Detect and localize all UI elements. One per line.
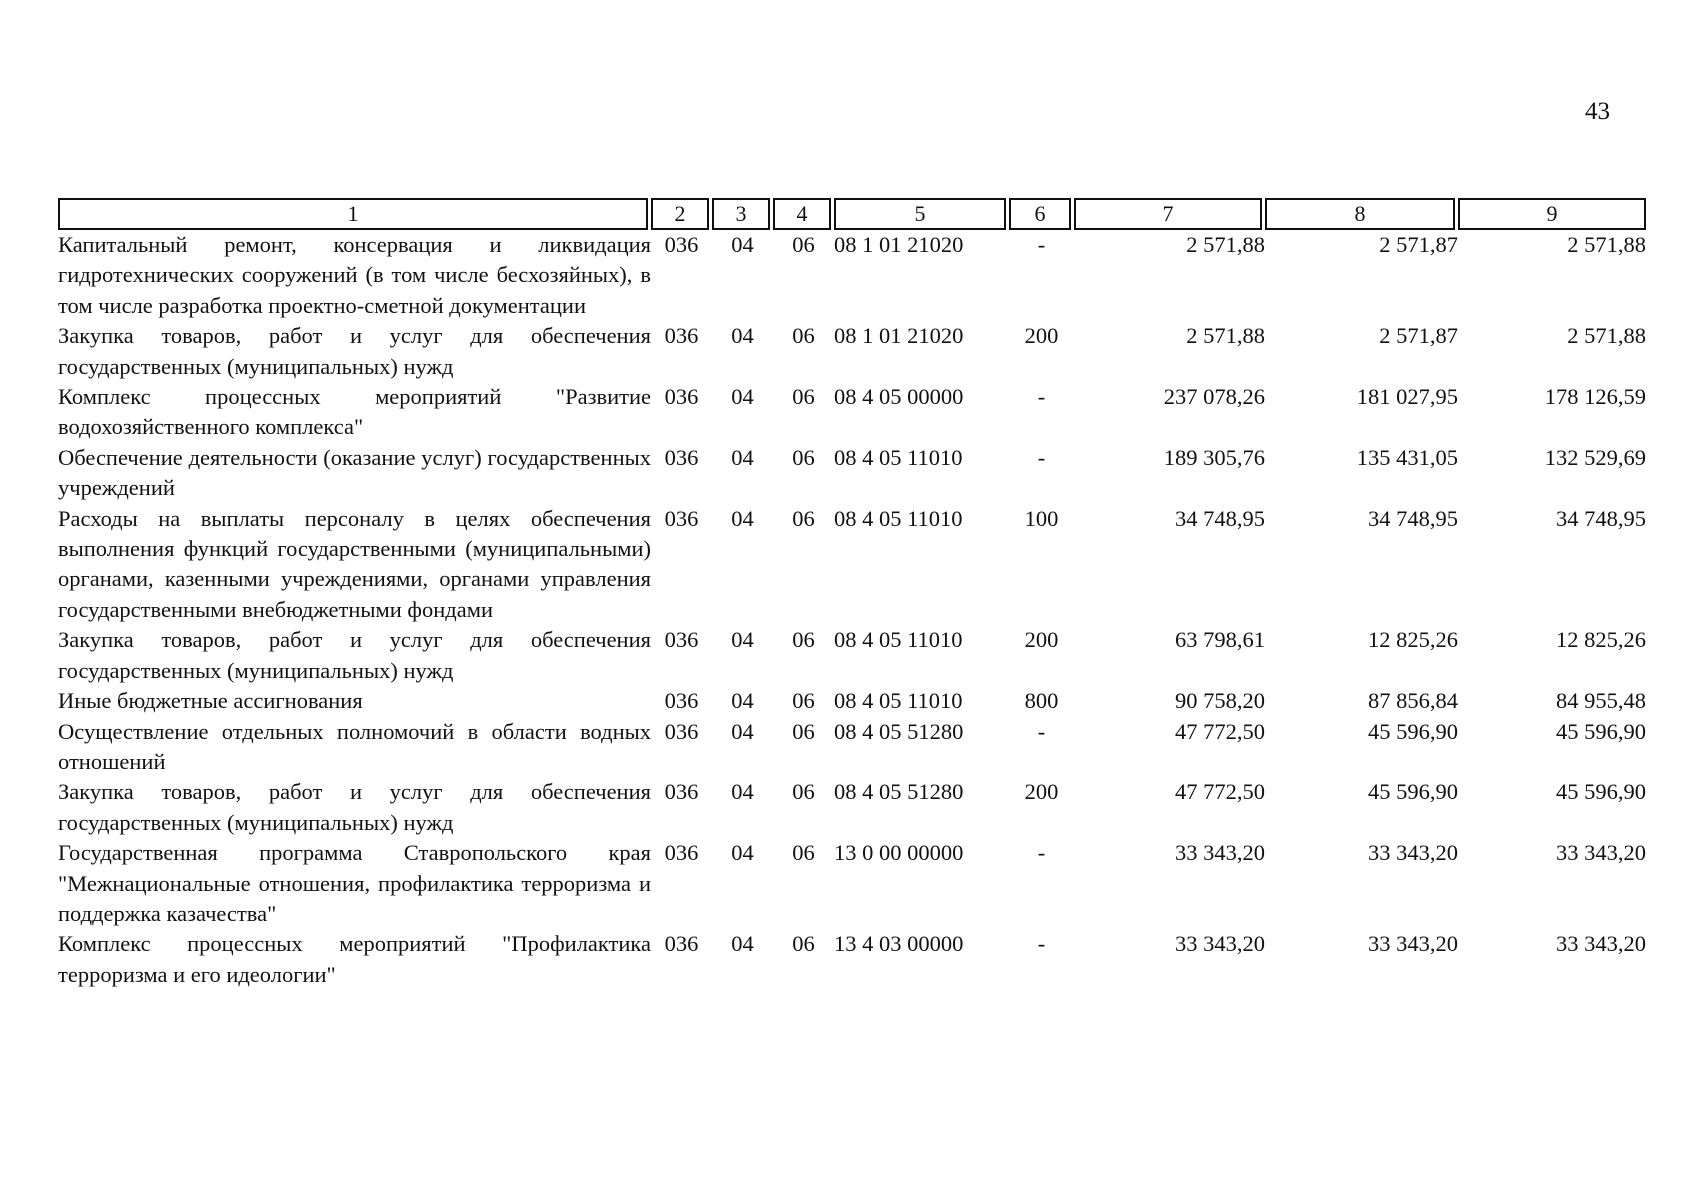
cell-c9: 178 126,59	[1544, 384, 1646, 410]
cell-c4: 06	[792, 505, 815, 531]
cell-c7: 237 078,26	[1163, 384, 1265, 410]
cell-name: Иные бюджетные ассигнования	[58, 688, 363, 714]
cell-c8: 87 856,84	[1368, 688, 1458, 714]
cell-c6: -	[1037, 384, 1046, 410]
cell-c4: 06	[792, 840, 815, 866]
cell-c6: 800	[1024, 688, 1059, 714]
cell-c2: 036	[664, 323, 699, 349]
cell-c7: 33 343,20	[1175, 931, 1265, 957]
table-row	[58, 625, 1646, 686]
cell-c4: 06	[792, 688, 815, 714]
table-row	[58, 777, 1646, 838]
cell-c7: 2 571,88	[1186, 232, 1265, 257]
cell-c6: 200	[1024, 323, 1059, 349]
cell-c3: 04	[731, 840, 754, 866]
cell-c3: 04	[731, 444, 754, 470]
cell-c5: 08 4 05 11010	[834, 444, 963, 470]
header-col-8: 8	[1265, 198, 1455, 230]
budget-table	[58, 230, 1646, 990]
table-header	[58, 198, 1646, 230]
cell-c4: 06	[792, 232, 815, 257]
cell-name: Капитальный ремонт, консервация и ликвидация гидротехнических сооружений (в том числе бесхозяйных), в том числе разработка проектно-сметной документации	[58, 232, 651, 318]
cell-name: Расходы на выплаты персоналу в целях обеспечения выполнения функций государственными (муниципальными) органами, казенными учреждениями, органами управления государственными внебюджетными фондами	[58, 505, 651, 622]
cell-c4: 06	[792, 718, 815, 744]
cell-c2: 036	[664, 840, 699, 866]
cell-c5: 08 4 05 11010	[834, 505, 963, 531]
cell-c2: 036	[664, 627, 699, 653]
cell-c5: 13 0 00 00000	[834, 840, 964, 866]
cell-c3: 04	[731, 779, 754, 805]
cell-c8: 45 596,90	[1368, 779, 1458, 805]
cell-c8: 181 027,95	[1356, 384, 1458, 410]
cell-c6: -	[1037, 931, 1046, 957]
cell-name: Осуществление отдельных полномочий в области водных отношений	[58, 718, 651, 774]
cell-c4: 06	[792, 931, 815, 957]
table-row	[58, 686, 1646, 716]
page-number: 43	[1585, 98, 1610, 125]
cell-c7: 47 772,50	[1175, 718, 1265, 744]
cell-c3: 04	[731, 505, 754, 531]
cell-c6: -	[1037, 232, 1046, 257]
cell-c5: 08 1 01 21020	[834, 232, 964, 257]
cell-c8: 33 343,20	[1368, 931, 1458, 957]
cell-c2: 036	[664, 232, 699, 257]
cell-c7: 2 571,88	[1186, 323, 1265, 349]
cell-c8: 135 431,05	[1356, 444, 1458, 470]
cell-name: Закупка товаров, работ и услуг для обеспечения государственных (муниципальных) нужд	[58, 627, 651, 683]
cell-c8: 2 571,87	[1379, 232, 1458, 257]
table-row	[58, 382, 1646, 443]
header-col-6: 6	[1009, 198, 1071, 230]
cell-c5: 08 4 05 11010	[834, 627, 963, 653]
cell-name: Обеспечение деятельности (оказание услуг) государственных учреждений	[58, 444, 651, 501]
cell-c7: 34 748,95	[1175, 505, 1265, 531]
cell-c4: 06	[792, 627, 815, 653]
cell-c9: 2 571,88	[1567, 323, 1646, 349]
cell-c2: 036	[664, 384, 699, 410]
cell-name: Государственная программа Ставропольского края "Межнациональные отношения, профилактика терроризма и поддержка казачества"	[58, 840, 651, 926]
cell-c6: 200	[1024, 627, 1059, 653]
cell-c2: 036	[664, 779, 699, 805]
header-col-2: 2	[651, 198, 709, 230]
cell-c2: 036	[664, 931, 699, 957]
table-row	[58, 838, 1646, 929]
cell-c2: 036	[664, 718, 699, 744]
cell-c5: 08 4 05 51280	[834, 779, 964, 805]
cell-c6: -	[1037, 840, 1046, 866]
table-row	[58, 929, 1646, 990]
cell-c9: 45 596,90	[1556, 718, 1646, 744]
header-col-9: 9	[1458, 198, 1646, 230]
header-col-4: 4	[773, 198, 831, 230]
cell-c8: 12 825,26	[1368, 627, 1458, 653]
table-row	[58, 717, 1646, 778]
cell-c5: 08 1 01 21020	[834, 323, 964, 349]
cell-c3: 04	[731, 931, 754, 957]
cell-c9: 12 825,26	[1556, 627, 1646, 653]
cell-c8: 33 343,20	[1368, 840, 1458, 866]
cell-c9: 34 748,95	[1556, 505, 1646, 531]
cell-c5: 08 4 05 00000	[834, 384, 964, 410]
cell-c6: 200	[1024, 779, 1059, 805]
cell-c6: 100	[1024, 505, 1059, 531]
cell-c3: 04	[731, 323, 754, 349]
header-col-5: 5	[834, 198, 1006, 230]
cell-c8: 2 571,87	[1379, 323, 1458, 349]
cell-c2: 036	[664, 688, 699, 714]
cell-c7: 47 772,50	[1175, 779, 1265, 805]
cell-c5: 08 4 05 11010	[834, 688, 963, 714]
cell-c3: 04	[731, 718, 754, 744]
cell-c3: 04	[731, 384, 754, 410]
table-row	[58, 504, 1646, 626]
cell-name: Комплекс процессных мероприятий "Развитие водохозяйственного комплекса"	[58, 384, 651, 440]
cell-c7: 189 305,76	[1163, 444, 1265, 470]
cell-c3: 04	[731, 688, 754, 714]
cell-c7: 33 343,20	[1175, 840, 1265, 866]
cell-c3: 04	[731, 627, 754, 653]
cell-c9: 33 343,20	[1556, 840, 1646, 866]
cell-c4: 06	[792, 323, 815, 349]
cell-c9: 132 529,69	[1544, 444, 1646, 470]
cell-name: Закупка товаров, работ и услуг для обеспечения государственных (муниципальных) нужд	[58, 779, 651, 835]
cell-c9: 45 596,90	[1556, 779, 1646, 805]
cell-c7: 90 758,20	[1175, 688, 1265, 714]
cell-c7: 63 798,61	[1175, 627, 1265, 653]
cell-c9: 84 955,48	[1556, 688, 1646, 714]
cell-c8: 34 748,95	[1368, 505, 1458, 531]
table-row	[58, 443, 1646, 504]
cell-c5: 13 4 03 00000	[834, 931, 964, 957]
cell-c2: 036	[664, 505, 699, 531]
cell-c2: 036	[664, 444, 699, 470]
cell-c6: -	[1037, 444, 1046, 470]
cell-c4: 06	[792, 779, 815, 805]
cell-c5: 08 4 05 51280	[834, 718, 964, 744]
cell-c9: 33 343,20	[1556, 931, 1646, 957]
cell-c4: 06	[792, 444, 815, 470]
table-row	[58, 230, 1646, 321]
cell-c3: 04	[731, 232, 754, 257]
cell-name: Комплекс процессных мероприятий "Профилактика терроризма и его идеологии"	[58, 931, 651, 987]
header-col-1: 1	[58, 198, 648, 230]
header-col-3: 3	[712, 198, 770, 230]
cell-c4: 06	[792, 384, 815, 410]
cell-name: Закупка товаров, работ и услуг для обеспечения государственных (муниципальных) нужд	[58, 323, 651, 379]
cell-c8: 45 596,90	[1368, 718, 1458, 744]
cell-c6: -	[1037, 718, 1046, 744]
header-col-7: 7	[1074, 198, 1262, 230]
cell-c9: 2 571,88	[1567, 232, 1646, 257]
table-row	[58, 321, 1646, 382]
